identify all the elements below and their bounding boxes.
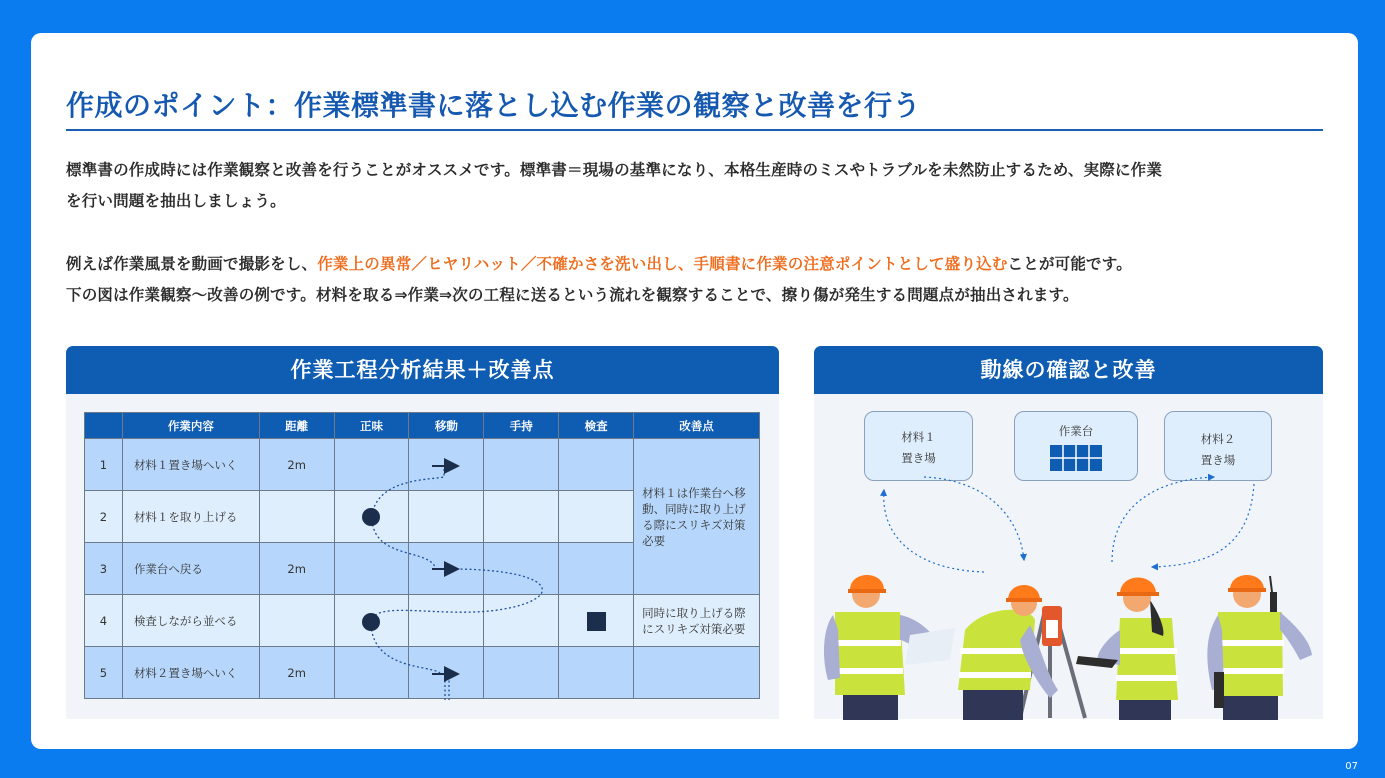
task-cell: 材料１を取り上げる — [122, 491, 259, 543]
net-work-cell — [334, 647, 409, 699]
row-number: 4 — [85, 595, 123, 647]
intro-line-3 — [66, 249, 1132, 280]
task-cell: 材料２置き場へいく — [122, 647, 259, 699]
improvement-note: 材料１は作業台へ移動、同時に取り上げる際にスリキズ対策必要 — [634, 439, 760, 595]
table-header-row — [85, 413, 760, 439]
title-divider — [66, 129, 1323, 131]
material-1-station — [864, 411, 973, 481]
net-work-cell — [334, 595, 409, 647]
inspect-cell — [559, 543, 634, 595]
improvement-note: 同時に取り上げる際にスリキズ対策必要 — [634, 595, 760, 647]
column-header: 移動 — [409, 413, 484, 439]
page-title: 作成のポイント：作業標準書に落とし込む作業の観察と改善を行う — [66, 89, 922, 122]
task-cell: 作業台へ戻る — [122, 543, 259, 595]
move-cell — [409, 647, 484, 699]
station-label: 置き場 — [1200, 453, 1236, 467]
net-work-cell — [334, 491, 409, 543]
intro-line-4: 下の図は作業観察〜改善の例です。材料を取る⇒作業⇒次の工程に送るという流れを観察することで、擦り傷が発生する問題点が抽出されます。 — [66, 286, 1079, 304]
row-number: 3 — [85, 543, 123, 595]
distance-cell: 2m — [259, 439, 334, 491]
move-cell — [409, 491, 484, 543]
row-number: 2 — [85, 491, 123, 543]
wait-cell — [484, 491, 559, 543]
move-cell — [409, 595, 484, 647]
process-analysis-heading: 作業工程分析結果＋改善点 — [66, 346, 779, 394]
station-label: 材料１ — [901, 430, 936, 444]
inspect-cell — [559, 439, 634, 491]
distance-cell — [259, 491, 334, 543]
flow-line-heading: 動線の確認と改善 — [814, 346, 1323, 394]
column-header: 検査 — [559, 413, 634, 439]
wait-cell — [484, 647, 559, 699]
intro-line-3-post: ことが可能です。 — [1007, 255, 1132, 273]
intro-line-3-pre: 例えば作業風景を動画で撮影をし、 — [66, 255, 318, 273]
page-number: 07 — [1345, 761, 1358, 772]
intro-highlight: 作業上の異常／ヒヤリハット／不確かさを洗い出し、手順書に作業の注意ポイントとして盛り込む — [317, 255, 1008, 273]
intro-line-1: 標準書の作成時には作業観察と改善を行うことがオススメです。標準書＝現場の基準になり、本格生産時のミスやトラブルを未然防止するため、実際に作業 — [66, 161, 1163, 179]
column-header: 手持 — [484, 413, 559, 439]
row-number: 5 — [85, 647, 123, 699]
table-row — [85, 595, 760, 647]
intro-line-2: を行い問題を抽出しましょう。 — [66, 192, 286, 210]
inspect-cell — [559, 491, 634, 543]
table-row — [85, 439, 760, 491]
improvement-note — [634, 647, 760, 699]
wait-cell — [484, 543, 559, 595]
net-work-cell — [334, 543, 409, 595]
table-row — [85, 647, 760, 699]
column-header: 正味 — [334, 413, 409, 439]
wait-cell — [484, 439, 559, 491]
row-number: 1 — [85, 439, 123, 491]
column-header — [85, 413, 123, 439]
task-cell: 材料１置き場へいく — [122, 439, 259, 491]
station-label: 置き場 — [901, 451, 936, 465]
move-cell — [409, 543, 484, 595]
station-label: 作業台 — [1058, 424, 1094, 438]
material-2-station — [1164, 411, 1272, 481]
net-work-cell — [334, 439, 409, 491]
workbench-station — [1014, 411, 1138, 481]
wait-cell — [484, 595, 559, 647]
process-analysis-table — [84, 412, 760, 699]
distance-cell: 2m — [259, 543, 334, 595]
distance-cell: 2m — [259, 647, 334, 699]
inspect-cell — [559, 595, 634, 647]
move-cell — [409, 439, 484, 491]
task-cell: 検査しながら並べる — [122, 595, 259, 647]
column-header: 改善点 — [634, 413, 760, 439]
workbench-grid-icon — [1050, 445, 1102, 471]
column-header: 距離 — [259, 413, 334, 439]
column-header: 作業内容 — [122, 413, 259, 439]
station-label: 材料２ — [1200, 432, 1236, 446]
distance-cell — [259, 595, 334, 647]
inspect-cell — [559, 647, 634, 699]
